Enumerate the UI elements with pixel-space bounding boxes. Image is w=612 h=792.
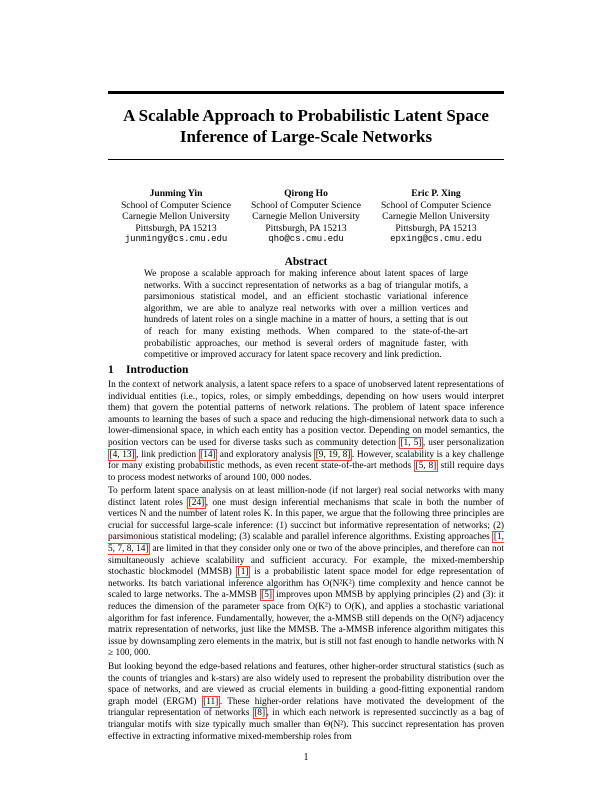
title-bottom-rule xyxy=(108,159,504,160)
author-3 xyxy=(366,188,506,246)
author-dept: School of Computer Science xyxy=(120,199,232,211)
paper-title: A Scalable Approach to Probabilistic Latent Space Inference of Large-Scale Networks xyxy=(123,106,489,146)
author-dept: School of Computer Science xyxy=(380,199,492,211)
text-run: and exploratory analysis xyxy=(217,449,315,460)
author-email: epxing@cs.cmu.edu xyxy=(390,234,482,245)
author-address: Pittsburgh, PA 15213 xyxy=(265,222,347,234)
citation-link[interactable]: [4, 13] xyxy=(109,449,135,460)
author-email: junmingy@cs.cmu.edu xyxy=(124,234,228,245)
intro-paragraph-1 xyxy=(108,380,504,484)
citation-link[interactable]: [14] xyxy=(200,449,216,460)
citation-link[interactable]: [9, 19, 8] xyxy=(315,449,351,460)
author-name: Junming Yin xyxy=(149,188,203,199)
author-univ: Carnegie Mellon University xyxy=(382,211,490,223)
citation-link[interactable]: [5] xyxy=(261,590,272,601)
citation-link[interactable]: [11] xyxy=(203,696,219,707)
author-email: qho@cs.cmu.edu xyxy=(268,234,344,245)
abstract-heading: Abstract xyxy=(284,256,328,268)
author-univ: Carnegie Mellon University xyxy=(252,211,360,223)
title-top-rule xyxy=(108,91,504,94)
text-run: , in which each network is represented succinctly as a bag of triangular motifs with size typically much smaller than Θ(N²). This succinct representation has proven effective in extracting informative mixed-membership roles from xyxy=(108,708,504,742)
intro-paragraph-3 xyxy=(108,662,504,743)
author-address: Pittsburgh, PA 15213 xyxy=(135,222,217,234)
intro-paragraph-2 xyxy=(108,486,504,660)
text-run: . These higher-order relations have motivated the development of the triangular representation of networks xyxy=(108,696,505,719)
citation-link[interactable]: [8] xyxy=(254,708,266,719)
text-run: , link prediction xyxy=(136,449,199,460)
author-address: Pittsburgh, PA 15213 xyxy=(395,222,477,234)
text-run: improves upon MMSB by applying principles (2) and (3): it reduces the dimension of the parameter space from O(K²) to O(K), and applies a stochastic variational algorithm for fast inference. Fundamentally, however, the a-MMSB still depends on the O(N²) adjacency matrix representation of networks, just like the MMSB. The a-MMSB inference algorithm mitigates this issue by downsampling zero elements in the matrix, but is still not fast enough to handle networks with N ≥ 100, 000. xyxy=(108,590,504,659)
text-run: To perform latent space analysis on at least million-node (if not larger) real social networks with many distinct latent roles xyxy=(108,486,504,508)
text-run: still require days to process modest networks of around 100, 000 nodes. xyxy=(108,461,504,483)
section-heading xyxy=(108,364,188,376)
citation-link[interactable]: [1, 5] xyxy=(400,437,422,448)
author-name: Eric P. Xing xyxy=(411,188,461,199)
citation-link[interactable]: [1] xyxy=(237,567,249,578)
text-run: But looking beyond the edge-based relations and features, other higher-order structural statistics (such as the counts of triangles and k-stars) are also widely used to represent the probability distribution over the space of networks, and are viewed as crucial elements in building a good-fitting exponential random graph model (ERGM) xyxy=(108,662,504,707)
author-2 xyxy=(236,188,376,246)
text-run: is a probabilistic latent space model for edge representation of networks. Its batch variational inference algorithm has O(N²K²) time complexity and hence cannot be scaled to large networks. The a-MMSB xyxy=(108,567,504,601)
text-run: In the context of network analysis, a latent space refers to a space of unobserved latent representations of individual entities (i.e., topics, roles, or simply embeddings, depending on how users would interpret them) that govern the potential patterns of network relations. The problem of latent space inference amounts to learning the bases of such a space and reducing the high-dimensional network data to such a lower-dimensional space, in which each entity has a position vector. Depending on model semantics, the position vectors can be used for diverse tasks such as community detection xyxy=(108,380,504,448)
section-title: Introduction xyxy=(126,364,189,376)
author-block xyxy=(108,188,504,248)
section-number: 1 xyxy=(108,364,114,376)
text-run: , user personalization xyxy=(422,437,504,448)
text-run: . However, scalability is a key challenge for many existing probabilistic methods, as even recent state-of-the-art methods xyxy=(108,449,504,472)
author-1 xyxy=(106,188,246,246)
text-run: , one must design inferential mechanisms that scale in both the number of vertices N and the number of latent roles K. In this paper, we argue that the following three principles are crucial for successful large-scale inference: (1) succinct but informative representation of networks; (2) parsimonious statistical modeling; (3) scalable and parallel inference algorithms. Existing approaches xyxy=(108,497,504,543)
abstract-text: We propose a scalable approach for making inference about latent spaces of large networks. With a succinct representation of networks as a bag of triangular motifs, a parsimonious statistical model, and an efficient stochastic variational inference algorithm, we are able to analyze real networks with over a million vertices and hundreds of latent roles on a single machine in a matter of hours, a setting that is out of reach for many existing methods. When compared to the state-of-the-art probabilistic approaches, our method is several orders of magnitude faster, with competitive or improved accuracy for latent space recovery and link prediction. xyxy=(144,269,468,361)
author-dept: School of Computer Science xyxy=(250,199,362,211)
page-number: 1 xyxy=(303,752,309,763)
citation-link[interactable]: [24] xyxy=(188,497,205,508)
citation-link[interactable]: [5, 8] xyxy=(415,461,437,472)
author-name: Qirong Ho xyxy=(284,188,328,199)
author-univ: Carnegie Mellon University xyxy=(122,211,230,223)
citation-link[interactable]: [1, 5, 7, 8, 14] xyxy=(108,532,504,554)
text-run: are limited in that they consider only one or two of the above principles, and therefore can not simultaneously achieve scalability and sufficient accuracy. For example, the mixed-membership stochastic blockmodel (MMSB) xyxy=(108,543,504,578)
